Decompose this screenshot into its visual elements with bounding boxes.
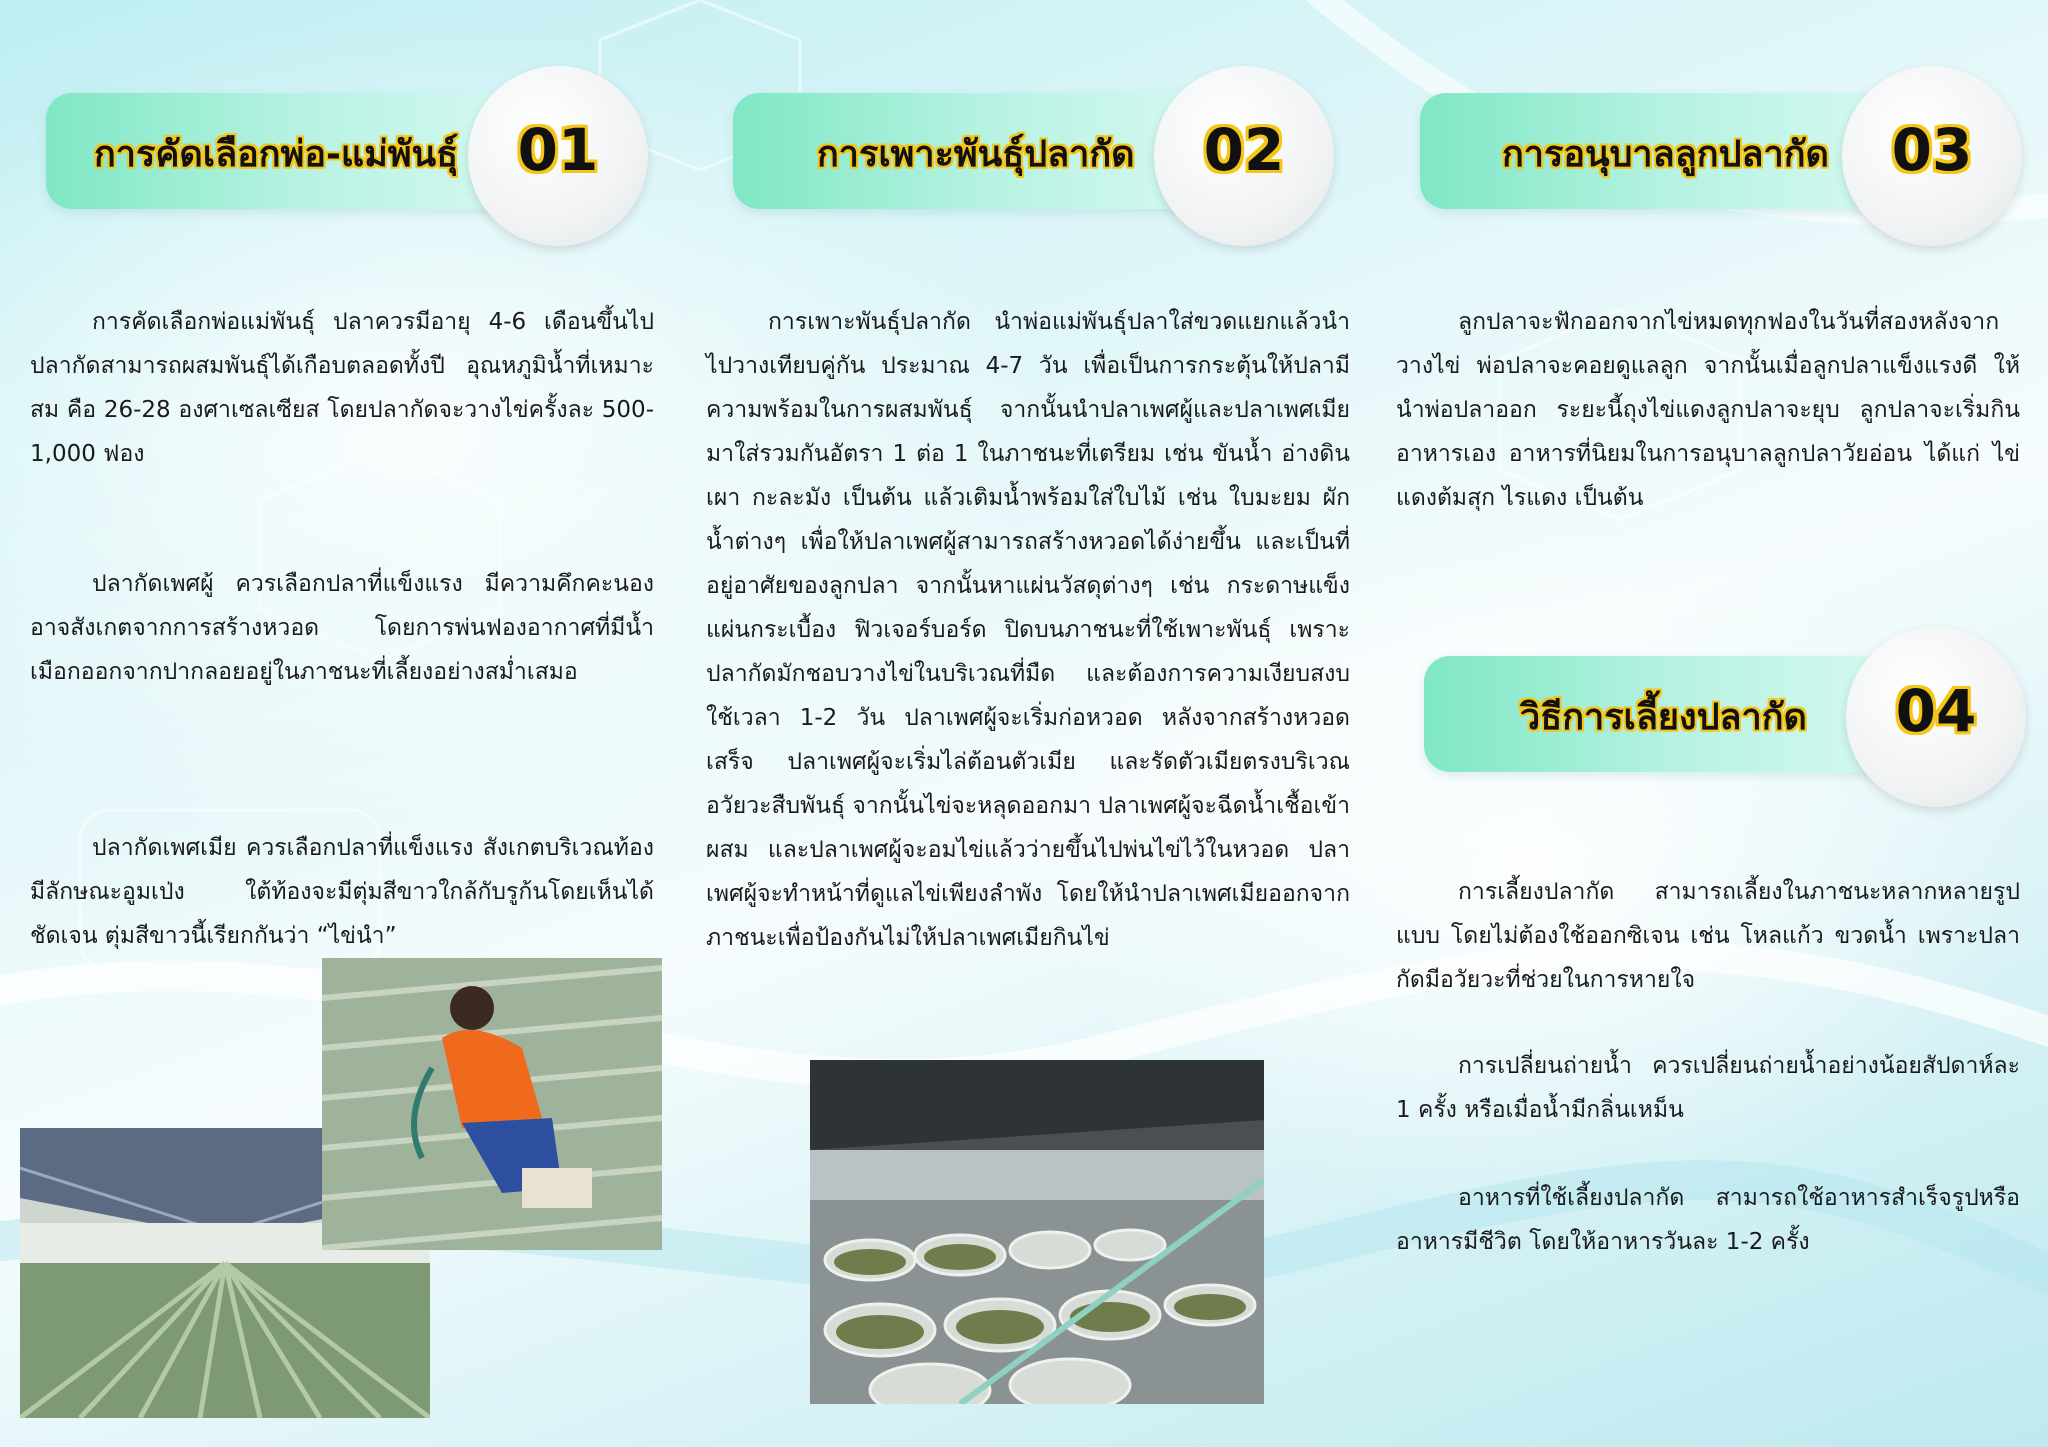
section-04-paragraph-1: การเลี้ยงปลากัด สามารถเลี้ยงในภาชนะหลากหลายรูปแบบ โดยไม่ต้องใช้ออกซิเจน เช่น โหลแก้ว ขวดน้ำ เพราะปลากัดมีอวัยวะที่ช่วยในการหายใจ <box>1396 879 2020 993</box>
section-03-number: 03 <box>1891 116 1973 184</box>
photo-nursery-tanks <box>810 1060 1264 1404</box>
section-01-number-circle <box>468 66 648 246</box>
section-04-paragraph-3: อาหารที่ใช้เลี้ยงปลากัด สามารถใช้อาหารสำเร็จรูปหรืออาหารมีชีวิต โดยให้อาหารวันละ 1-2 ครั้ง <box>1396 1185 2020 1255</box>
section-03-title: การอนุบาลลูกปลากัด <box>1502 134 1829 175</box>
section-01-title: การคัดเลือกพ่อ-แม่พันธุ์ <box>94 134 459 175</box>
photo-woman-tending-bottles <box>322 958 662 1250</box>
section-02-paragraph-1: การเพาะพันธุ์ปลากัด นำพ่อแม่พันธุ์ปลาใส่ขวดแยกแล้วนำไปวางเทียบคู่กัน ประมาณ 4-7 วัน เพื่อเป็นการกระตุ้นให้ปลามีความพร้อมในการผสมพันธุ์ จากนั้นนำปลาเพศผู้และปลาเพศเมียมาใส่รวมกันอัตรา 1 ต่อ 1 ในภาชนะที่เตรียม เช่น ขันน้ำ อ่างดินเผา กะละมัง เป็นต้น แล้วเติมน้ำพร้อมใส่ใบไม้ เช่น ใบมะยม ผักน้ำต่างๆ เพื่อให้ปลาเพศผู้สามารถสร้างหวอดได้ง่ายขึ้น และเป็นที่อยู่อาศัยของลูกปลา จากนั้นหาแผ่นวัสดุต่างๆ เช่น กระดาษแข็ง แผ่นกระเบื้อง ฟิวเจอร์บอร์ด ปิดบนภาชนะที่ใช้เพาะพันธุ์ เพราะปลากัดมักชอบวางไข่ในบริเวณที่มืด และต้องการความเงียบสงบ ใช้เวลา 1-2 วัน ปลาเพศผู้จะเริ่มก่อหวอด หลังจากสร้างหวอดเสร็จ ปลาเพศผู้จะเริ่มไล่ต้อนตัวเมีย และรัดตัวเมียตรงบริเวณอวัยวะสืบพันธุ์ จากนั้นไข่จะหลุดออกมา ปลาเพศผู้จะฉีดน้ำเชื้อเข้าผสม และปลาเพศผู้จะอมไข่แล้วว่ายขึ้นไปพ่นไข่ไว้ในหวอด ปลาเพศผู้จะทำหน้าที่ดูแลไข่เพียงลำพัง โดยให้นำปลาเพศเมียออกจากภาชนะเพื่อป้องกันไม่ให้ปลาเพศเมียกินไข่ <box>706 309 1350 951</box>
section-03-number-circle <box>1842 66 2022 246</box>
section-02-number-circle <box>1154 66 1334 246</box>
section-04-paragraph-2: การเปลี่ยนถ่ายน้ำ ควรเปลี่ยนถ่ายน้ำอย่างน้อยสัปดาห์ละ 1 ครั้ง หรือเมื่อน้ำมีกลิ่นเหม็น <box>1396 1053 2020 1123</box>
section-04-number-circle <box>1846 627 2026 807</box>
section-01-paragraph-2: ปลากัดเพศผู้ ควรเลือกปลาที่แข็งแรง มีความคึกคะนอง อาจสังเกตจากการสร้างหวอด โดยการพ่นฟองอากาศที่มีน้ำเมือกออกจากปากลอยอยู่ในภาชนะที่เลี้ยงอย่างสม่ำเสมอ <box>30 571 654 685</box>
section-02-title: การเพาะพันธุ์ปลากัด <box>817 134 1135 175</box>
section-03-paragraph-1: ลูกปลาจะฟักออกจากไข่หมดทุกฟองในวันที่สองหลังจากวางไข่ พ่อปลาจะคอยดูแลลูก จากนั้นเมื่อลูกปลาแข็งแรงดี ให้นำพ่อปลาออก ระยะนี้ถุงไข่แดงลูกปลาจะยุบ ลูกปลาจะเริ่มกินอาหารเอง อาหารที่นิยมในการอนุบาลลูกปลาวัยอ่อน ได้แก่ ไข่แดงต้มสุก ไรแดง เป็นต้น <box>1396 309 2020 511</box>
section-04-number: 04 <box>1895 677 1977 745</box>
section-01-paragraph-3: ปลากัดเพศเมีย ควรเลือกปลาที่แข็งแรง สังเกตบริเวณท้องมีลักษณะอูมเป่ง ใต้ท้องจะมีตุ่มสีขาวใกล้กับรูก้นโดยเห็นได้ชัดเจน ตุ่มสีขาวนี้เรียกกันว่า “ไข่นำ” <box>30 835 654 949</box>
section-02-number: 02 <box>1203 116 1285 184</box>
section-04-title: วิธีการเลี้ยงปลากัด <box>1520 697 1807 738</box>
section-01-paragraph-1: การคัดเลือกพ่อแม่พันธุ์ ปลาควรมีอายุ 4-6 เดือนขึ้นไป ปลากัดสามารถผสมพันธุ์ได้เกือบตลอดทั้งปี อุณหภูมิน้ำที่เหมาะสม คือ 26-28 องศาเซลเซียส โดยปลากัดจะวางไข่ครั้งละ 500-1,000 ฟอง <box>30 309 654 467</box>
section-01-number: 01 <box>517 116 599 184</box>
